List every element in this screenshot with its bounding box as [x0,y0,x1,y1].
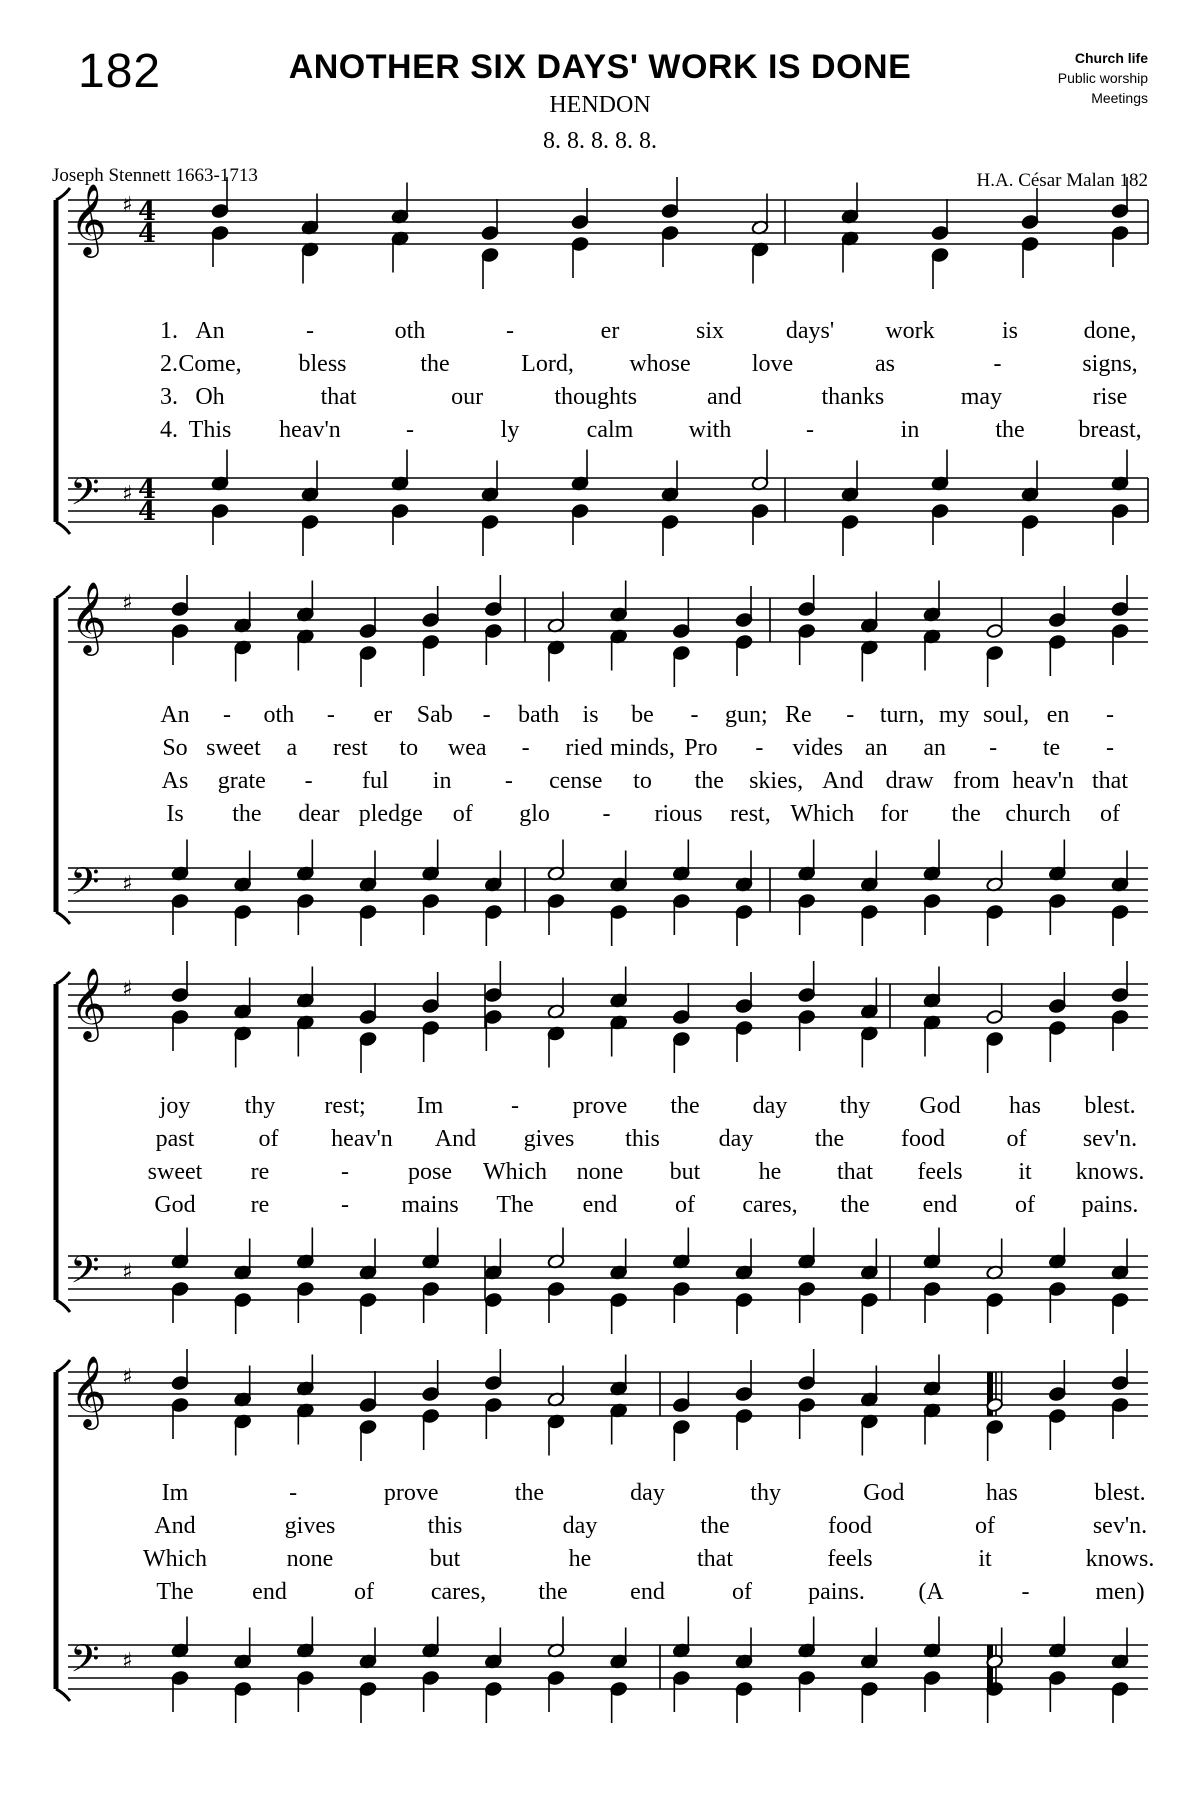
topic-item: Church life [1074,50,1148,66]
lyric-syllable: thanks [821,384,885,410]
lyric-syllable: Is [166,801,184,827]
lyric-syllable: pains. [1081,1192,1139,1218]
lyric-syllable: with [688,417,732,443]
lyric-syllable: And [434,1126,477,1152]
lyric-syllable: - [806,417,814,443]
hymn-number: 182 [78,45,162,98]
lyric-syllable: the [232,801,262,827]
lyric-syllable: Sab [416,702,453,728]
lyric-syllable: he [758,1159,782,1185]
lyric-syllable: end [252,1579,287,1605]
composer-credit: H.A. César Malan 182 [976,170,1148,191]
lyric-syllable: to [633,768,652,794]
lyric-syllable: of [975,1513,995,1539]
lyric-syllable: dear [298,801,340,827]
lyric-syllable: of [1006,1126,1027,1152]
lyric-syllable: the [700,1513,730,1539]
treble-clef-icon: 𝄞 [70,1354,107,1427]
bracket-hook [56,912,70,924]
lyric-syllable: thy [839,1093,871,1119]
lyric-syllable: cense [549,768,603,794]
lyric-syllable: the [420,351,450,377]
lyric-syllable: - [1021,1579,1030,1605]
verse-number: 2. [160,351,178,377]
lyric-syllable: heav'n [1012,768,1075,794]
lyric-syllable: pose [408,1159,452,1185]
lyric-syllable: knows. [1075,1159,1145,1185]
lyric-syllable: it [1018,1159,1032,1185]
lyric-syllable: as [875,351,895,377]
lyric-syllable: of [1015,1192,1035,1218]
lyric-syllable: day [630,1480,665,1506]
lyric-syllable: er [373,702,393,728]
lyric-syllable: this [625,1126,660,1152]
lyric-syllable: vides [792,735,844,761]
lyric-syllable: soul, [983,702,1030,728]
bracket-hook [56,1360,70,1372]
lyric-syllable: a [286,735,298,761]
lyric-syllable: my [938,702,970,728]
lyric-syllable: Re [784,702,812,728]
lyric-syllable: signs, [1082,351,1138,377]
lyric-syllable: - [521,735,530,761]
lyric-syllable: has [1009,1093,1041,1119]
lyric-syllable: this [427,1513,463,1539]
lyric-syllable: the [951,801,981,827]
lyric-syllable: to [399,735,419,761]
lyric-syllable: end [582,1192,618,1218]
lyric-syllable: - [1106,702,1114,728]
lyric-syllable: prove [572,1093,628,1119]
lyric-syllable: six [695,318,725,344]
lyric-syllable: is [582,702,599,728]
lyric-syllable: - [326,702,335,728]
lyric-syllable: an [923,735,947,761]
lyric-syllable: none [576,1159,624,1185]
lyric-syllable: feels [917,1159,963,1185]
lyric-syllable: An [160,702,190,728]
lyric-syllable: rest [332,735,368,761]
tune-name: HENDON [549,92,651,118]
lyric-syllable: sev'n. [1092,1513,1148,1539]
treble-clef-icon: 𝄞 [70,182,107,255]
lyric-syllable: sweet [147,1159,203,1185]
sharp-icon: ♯ [122,977,133,1002]
topic-item: Meetings [1091,90,1148,106]
lyric-syllable: the [814,1126,845,1152]
lyric-syllable: skies, [749,768,804,794]
time-signature: 4 [138,475,157,505]
lyric-syllable: re [250,1192,270,1218]
lyric-syllable: So [162,735,188,761]
sharp-icon: ♯ [122,1365,133,1390]
lyric-syllable: - [289,1480,298,1506]
lyric-syllable: Oh [195,384,225,410]
author-credit: Joseph Stennett 1663-1713 [52,165,258,186]
lyric-syllable: (A [918,1579,944,1605]
lyric-syllable: mains [401,1192,459,1218]
lyric-syllable: of [732,1579,752,1605]
lyric-syllable: heav'n [279,417,341,443]
lyric-syllable: cares, [742,1192,798,1218]
sharp-icon: ♯ [122,591,133,616]
lyric-syllable: thy [244,1093,276,1119]
lyric-syllable: An [195,318,225,344]
time-signature: 4 [138,219,157,249]
bracket-hook [56,1689,70,1701]
time-signature: 4 [138,497,157,527]
lyric-syllable: And [822,768,864,794]
lyric-syllable: food [828,1513,872,1539]
lyric-syllable: - [504,768,513,794]
lyric-syllable: feels [827,1546,873,1572]
bass-clef-icon: 𝄢 [70,1247,100,1301]
lyric-syllable: - [602,801,611,827]
lyric-syllable: glo [519,801,550,827]
lyric-syllable: minds, [610,735,675,761]
lyric-syllable: rest; [324,1093,366,1119]
lyric-syllable: days' [785,318,835,344]
lyric-syllable: en [1046,702,1070,728]
lyric-syllable: gun; [725,702,768,728]
lyric-syllable: God [863,1480,905,1506]
lyric-syllable: ful [362,768,389,794]
lyric-syllable: from [953,768,1000,794]
bracket-hook [56,522,70,534]
lyric-syllable: the [514,1480,545,1506]
lyric-syllable: God [919,1093,961,1119]
lyric-syllable: rious [654,801,703,827]
lyric-syllable: that [837,1159,873,1185]
lyric-syllable: Lord, [521,351,574,377]
lyric-syllable: he [568,1546,592,1572]
bracket-hook [56,586,70,598]
lyric-syllable: grate [217,768,266,794]
lyric-syllable: blest. [1094,1480,1146,1506]
lyric-syllable: has [985,1480,1018,1506]
lyric-syllable: thy [750,1480,781,1506]
lyric-syllable: wea [447,735,487,761]
sharp-icon: ♯ [122,193,133,218]
lyric-syllable: gives [523,1126,575,1152]
lyric-syllable: prove [383,1480,439,1506]
lyric-syllable: The [156,1579,194,1605]
lyric-syllable: the [840,1192,870,1218]
lyric-syllable: day [718,1126,754,1152]
lyric-syllable: pledge [358,801,423,827]
lyric-syllable: - [482,702,491,728]
lyric-syllable: - [755,735,764,761]
lyric-syllable: - [511,1093,519,1119]
lyric-syllable: whose [629,351,691,377]
lyric-syllable: of [258,1126,279,1152]
lyric-syllable: - [222,702,231,728]
lyric-syllable: - [341,1192,349,1218]
lyric-syllable: of [354,1579,374,1605]
lyric-syllable: sev'n. [1082,1126,1138,1152]
lyric-syllable: Im [416,1093,444,1119]
lyric-syllable: church [1005,801,1071,827]
lyric-syllable: knows. [1085,1546,1155,1572]
lyric-syllable: ly [500,417,520,443]
lyric-syllable: heav'n [331,1126,393,1152]
lyric-syllable: and [706,384,742,410]
lyric-syllable: Which [483,1159,547,1185]
lyric-syllable: done, [1083,318,1137,344]
lyric-syllable: is [1001,318,1019,344]
lyric-syllable: Which [143,1546,207,1572]
lyric-syllable: oth [394,318,426,344]
lyric-syllable: bless [298,351,347,377]
lyric-syllable: This [188,417,232,443]
lyric-syllable: the [670,1093,700,1119]
lyric-syllable: in [432,768,452,794]
lyric-syllable: the [694,768,724,794]
lyric-syllable: pains. [808,1579,865,1605]
sharp-icon: ♯ [122,482,133,507]
lyric-syllable: food [901,1126,945,1152]
lyric-syllable: the [995,417,1025,443]
lyric-syllable: of [452,801,473,827]
lyric-syllable: but [669,1159,701,1185]
lyric-syllable: end [630,1579,665,1605]
verse-number: 3. [160,384,178,410]
verse-number: 4. [160,417,178,443]
lyric-syllable: God [154,1192,196,1218]
treble-clef-icon: 𝄞 [70,580,107,653]
lyric-syllable: draw [885,768,934,794]
lyric-syllable: in [900,417,920,443]
lyric-syllable: re [250,1159,270,1185]
bass-clef-icon: 𝄢 [70,469,100,523]
lyric-syllable: cares, [430,1579,487,1605]
lyric-syllable: Im [161,1480,189,1506]
lyric-syllable: the [538,1579,568,1605]
lyric-syllable: - [506,318,514,344]
lyric-syllable: te [1042,735,1061,761]
lyric-syllable: that [1092,768,1128,794]
lyric-syllable: rest, [730,801,771,827]
lyric-syllable: of [1100,801,1120,827]
bass-clef-icon: 𝄢 [70,859,100,913]
lyric-syllable: - [1106,735,1114,761]
lyric-syllable: none [286,1546,334,1572]
lyric-syllable: past [155,1126,195,1152]
lyric-syllable: - [304,768,313,794]
lyric-syllable: - [306,318,314,344]
hymn-title: ANOTHER SIX DAYS' WORK IS DONE [288,48,912,86]
lyric-syllable: blest. [1084,1093,1136,1119]
bass-clef-icon: 𝄢 [70,1636,100,1690]
topic-item: Public worship [1057,70,1148,86]
lyric-syllable: turn, [879,702,925,728]
lyric-syllable: - [690,702,699,728]
treble-clef-icon: 𝄞 [70,966,107,1039]
lyric-syllable: love [751,351,794,377]
lyric-syllable: an [864,735,888,761]
time-signature: 4 [138,197,157,227]
lyric-syllable: gives [284,1513,336,1539]
lyric-syllable: - [846,702,855,728]
lyric-syllable: may [960,384,1003,410]
bracket-hook [56,1300,70,1312]
lyric-syllable: And [154,1513,196,1539]
lyric-syllable: The [496,1192,534,1218]
lyric-syllable: of [675,1192,695,1218]
lyric-syllable: - [341,1159,349,1185]
sharp-icon: ♯ [122,1260,133,1285]
lyric-syllable: sweet [206,735,261,761]
lyric-syllable: thoughts [554,384,638,410]
sharp-icon: ♯ [122,1649,133,1674]
lyric-syllable: Pro [684,735,718,761]
lyric-syllable: oth [263,702,295,728]
sharp-icon: ♯ [122,872,133,897]
lyric-syllable: it [978,1546,992,1572]
lyric-syllable: breast, [1078,417,1142,443]
lyric-syllable: er [600,318,620,344]
lyric-syllable: day [562,1513,598,1539]
lyric-syllable: our [451,384,484,410]
lyric-syllable: bath [517,702,560,728]
lyric-syllable: but [429,1546,461,1572]
lyric-syllable: ried [565,735,603,761]
lyric-syllable: that [697,1546,733,1572]
bracket-hook [56,188,70,200]
bracket-hook [56,972,70,984]
lyric-syllable: that [320,384,357,410]
lyric-syllable: calm [586,417,634,443]
lyric-syllable: - [993,351,1002,377]
lyric-syllable: Which [790,801,855,827]
lyric-syllable: work [885,318,935,344]
verse-number: 1. [160,318,178,344]
lyric-syllable: rise [1092,384,1128,410]
lyric-syllable: end [922,1192,958,1218]
lyric-syllable: day [752,1093,788,1119]
lyric-syllable: be [631,702,654,728]
lyric-syllable: Come, [178,351,242,377]
lyric-syllable: men) [1095,1579,1145,1605]
lyric-syllable: for [880,801,909,827]
meter: 8. 8. 8. 8. 8. [543,128,657,154]
lyric-syllable: - [989,735,998,761]
lyric-syllable: joy [159,1093,191,1119]
lyric-syllable: - [406,417,414,443]
lyric-syllable: As [161,768,189,794]
